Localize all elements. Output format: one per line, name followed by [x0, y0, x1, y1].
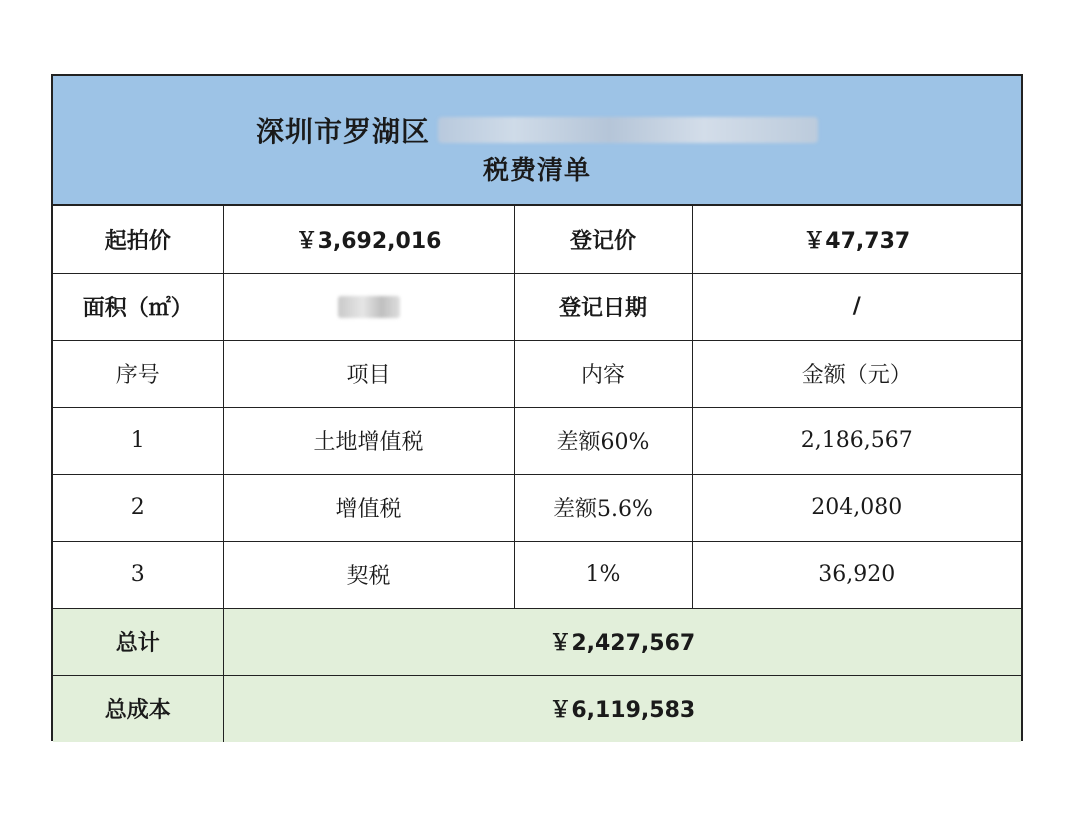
total-label: 总计 — [53, 608, 223, 675]
row-amount: 204,080 — [692, 474, 1021, 541]
row-content: 差额60% — [514, 407, 692, 474]
register-date-label: 登记日期 — [514, 273, 692, 340]
start-price-label: 起拍价 — [53, 206, 223, 273]
header-index: 序号 — [53, 340, 223, 407]
redacted-address — [438, 117, 818, 143]
row-amount: 36,920 — [692, 541, 1021, 608]
table-row — [53, 474, 1021, 541]
table-row — [53, 206, 1021, 273]
row-index: 2 — [53, 474, 223, 541]
header-amount: 金额（元） — [692, 340, 1021, 407]
sheet-title: 税费清单 — [482, 156, 591, 186]
row-index: 3 — [53, 541, 223, 608]
start-price-value: ￥3,692,016 — [223, 206, 514, 273]
row-index: 1 — [53, 407, 223, 474]
tax-table — [53, 206, 1021, 742]
table-row — [53, 541, 1021, 608]
row-content: 差额5.6% — [514, 474, 692, 541]
row-amount: 2,186,567 — [692, 407, 1021, 474]
total-row — [53, 608, 1021, 675]
table-row — [53, 407, 1021, 474]
header-content: 内容 — [514, 340, 692, 407]
register-date-value: / — [692, 273, 1021, 340]
total-value: ￥2,427,567 — [223, 608, 1021, 675]
table-row — [53, 273, 1021, 340]
area-value — [223, 273, 514, 340]
table-header-row — [53, 340, 1021, 407]
tax-fee-sheet — [51, 74, 1023, 741]
row-item: 契税 — [223, 541, 514, 608]
total-cost-label: 总成本 — [53, 675, 223, 742]
register-price-label: 登记价 — [514, 206, 692, 273]
title-band — [53, 76, 1021, 206]
total-cost-row — [53, 675, 1021, 742]
total-cost-value: ￥6,119,583 — [223, 675, 1021, 742]
title-city: 深圳市罗湖区 — [255, 115, 430, 148]
area-label: 面积（㎡） — [53, 273, 223, 340]
row-item: 增值税 — [223, 474, 514, 541]
redacted-area — [338, 296, 400, 318]
header-item: 项目 — [223, 340, 514, 407]
title-line — [53, 110, 1021, 150]
row-content: 1% — [514, 541, 692, 608]
row-item: 土地增值税 — [223, 407, 514, 474]
register-price-value: ￥47,737 — [692, 206, 1021, 273]
